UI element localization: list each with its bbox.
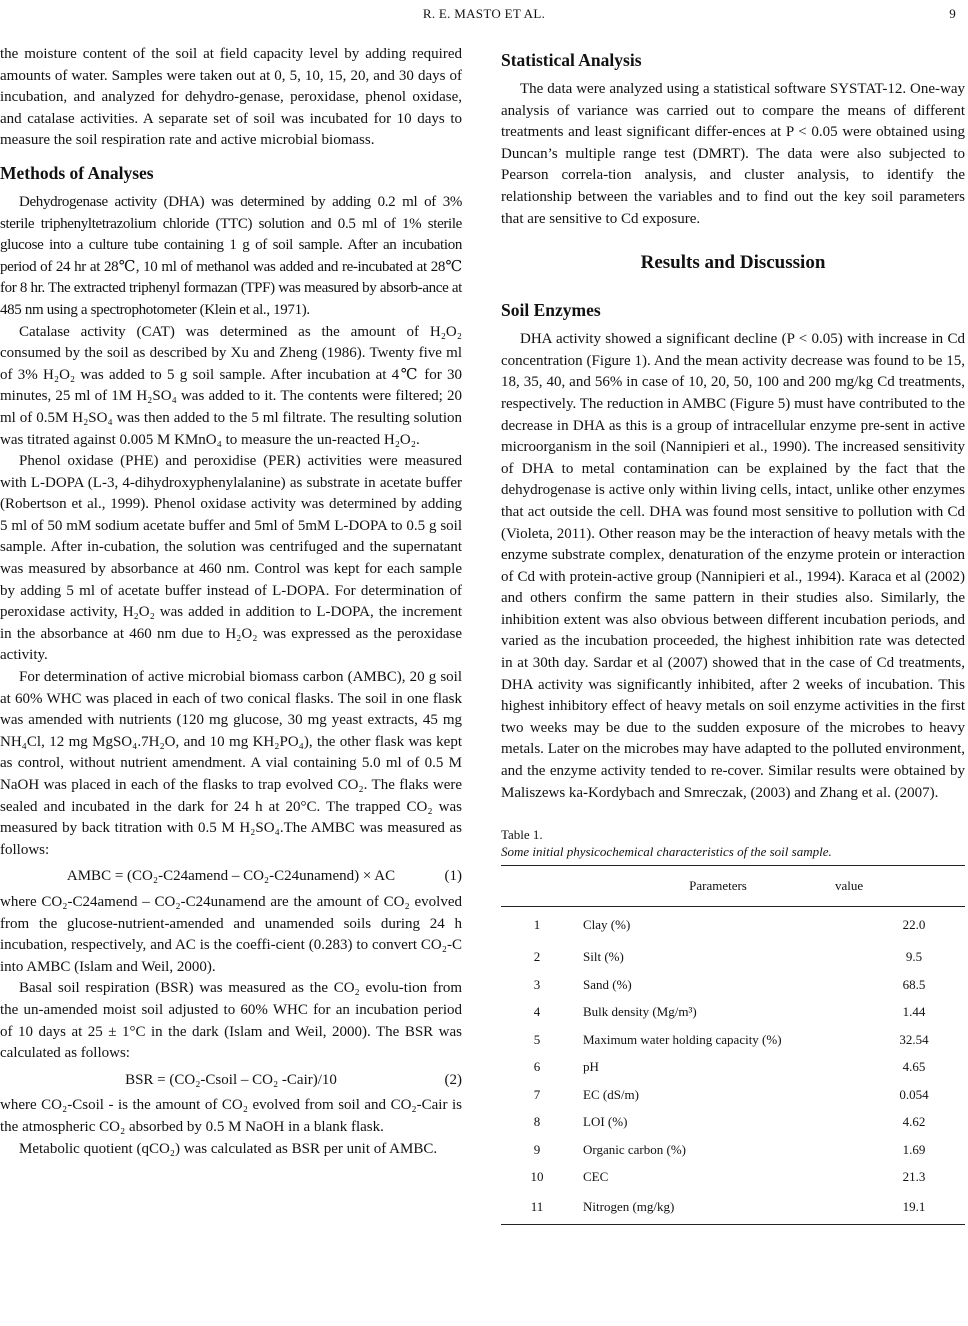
section-heading-statistics: Statistical Analysis	[501, 50, 642, 70]
row-number: 11	[501, 1191, 573, 1225]
table-header-row	[501, 866, 965, 907]
table-row	[501, 943, 965, 971]
paragraph-ambc: For determination of active microbial biomass carbon (AMBC), 20 g soil at 60% WHC was placed in each of two conical flasks. The soil in one flask was amended with nutrients (120 mg glucose, 30 mg yeast extracts, 45 mg NH₄Cl, 12 mg MgSO₄.7H₂O, and 10 mg KH₂PO₄), the other flask was kept as control, without nutrient amendment. A vial containing 5.0 ml of 0.5 M NaOH was placed in each of the flasks to trap evolved CO₂. The flaks were sealed and incubated in the dark for 24 h at 20°C. The trapped CO₂ was measured by back titration with 0.5 M H₂SO₄.The AMBC was measured as follows:	[0, 669, 462, 858]
table-row	[501, 1108, 965, 1136]
paragraph-bsr: Basal soil respiration (BSR) was measured as the CO₂ evolu-tion from the un-amended moist soil adjusted to 60% WHC for an incubation period of 10 days at 25 ± 1°C in the dark (Islam and Weil, 2000). The BSR was calculated as follows:	[0, 980, 462, 1062]
row-parameter: pH	[583, 1059, 599, 1075]
paragraph: the moisture content of the soil at field capacity level by adding required amounts of water. Samples were taken out at 0, 5, 10, 15, 20, and 30 days of incubation, and analyzed for dehydro-genase, peroxidase, phenol oxidase, and catalase activities. A separate set of soil was incubated for 10 days to measure the soil respiration rate and active microbial biomass.	[0, 46, 462, 149]
row-parameter: Maximum water holding capacity (%)	[583, 1031, 782, 1047]
row-value: 4.65	[902, 1059, 926, 1075]
table-row	[501, 1191, 965, 1225]
row-parameter: EC (dS/m)	[583, 1086, 639, 1102]
paragraph-catalase: Catalase activity (CAT) was determined as the amount of H₂O₂ consumed by the soil as described by Xu and Zheng (1986). Twenty five ml of 3% H₂O₂ was added to 5 g soil sample. After incubation at 4℃ for 30 minutes, 25 ml of 1M H₂SO₄ was added to it. The contents were filtered; 20 ml of 0.5M H₂SO₄ was then added to the 5 ml filtrate. The resulting solution was titrated against 0.005 M KMnO₄ to measure the un-reacted H₂O₂.	[0, 323, 462, 448]
table-title: Some initial physicochemical characteristics of the soil sample.	[501, 844, 832, 860]
equation-2	[0, 1070, 462, 1092]
row-value: 68.5	[902, 976, 926, 992]
row-number: 1	[533, 917, 541, 933]
row-value: 19.1	[834, 1191, 965, 1225]
paragraph-statistics: The data were analyzed using a statistical software SYSTAT-12. One-way analysis of variance was carried out to compare the means of different treatments and least significant differ-ences at P < 0.05 were obtained using Duncan’s multiple range test (DMRT). The data were also subjected to Pearson correla-tion analysis, and cluster analysis, to identify the relationship between the variables and to find out the key soil parameters that are sensitive to Cd exposure.	[501, 81, 965, 227]
table-row	[501, 971, 965, 999]
section-heading-results: Results and Discussion	[640, 252, 826, 274]
table-row	[501, 1053, 965, 1081]
page-number: 9	[949, 6, 956, 21]
table-header-parameters: Parameters	[573, 866, 834, 907]
equation-1-number: (1)	[444, 868, 462, 885]
row-number: 6	[533, 1059, 541, 1075]
paragraph-bsr-definition: where CO₂-Csoil - is the amount of CO₂ evolved from soil and CO₂-Cair is the atmospheric CO₂ absorbed by 0.5 M NaOH in a blank flask.	[0, 1097, 462, 1135]
row-number: 5	[533, 1031, 541, 1047]
row-number: 4	[533, 1004, 541, 1020]
row-number: 8	[533, 1114, 541, 1130]
row-value: 9.5	[905, 949, 923, 965]
page-header	[0, 6, 968, 26]
row-parameter: LOI (%)	[583, 1114, 628, 1130]
equation-2-number: (2)	[444, 1071, 462, 1088]
row-value: 32.54	[899, 1031, 929, 1047]
running-head: R. E. MASTO ET AL.	[422, 6, 546, 21]
equation-1	[0, 866, 462, 888]
section-heading-methods: Methods of Analyses	[0, 162, 154, 183]
section-heading-enzymes: Soil Enzymes	[501, 300, 601, 321]
row-number: 9	[533, 1141, 541, 1157]
soil-characteristics-table	[501, 865, 965, 1225]
row-number: 7	[533, 1086, 541, 1102]
table-caption: Table 1.	[501, 827, 543, 843]
table-header-value: value	[834, 866, 965, 907]
row-number: 10	[530, 1169, 544, 1185]
table-row	[501, 907, 965, 944]
paragraph-dha: Dehydrogenase activity (DHA) was determined by adding 0.2 ml of 3% sterile triphenyltetrazolium chloride (TTC) solution and 0.5 ml of 1% sterile glucose into a culture tube containing 1 g of soil sample. After an incubation period of 24 hr at 28℃, 10 ml of methanol was added and re-incubated at 28℃ for 8 hr. The extracted triphenyl formazan (TPF) was measured by absorb-ance at 485 nm using a spectrophotometer (Klein et al., 1971).	[0, 193, 462, 318]
left-column	[0, 44, 462, 1160]
table-row	[501, 1163, 965, 1191]
paragraph-enzymes: DHA activity showed a significant decline (P < 0.05) with increase in Cd concentration (Figure 1). And the mean activity decrease was found to be 15, 18, 35, 40, and 56% in case of 10, 20, 50, 100 and 200 mg/kg Cd treatments, respectively. The reduction in AMBC (Figure 5) must have contributed to the decrease in DHA as this is a group of intracellular enzyme pre-sent in active microorganism in the soil (Nannipieri et al., 1990). The increased sensitivity of DHA to metal contamination can be explained by the fact that the dehydrogenase is active only within living cells, intact, unlike other enzymes that act outside the cell. DHA was found most sensitive to pollution with Cd (Violeta, 2011). Other reason may be the interaction of heavy metals with the enzyme substrate complex, denaturation of the enzyme protein or interaction of Cd with protein-active group (Nannipieri et al., 1994). Karaca et al (2002) and others confirm the same pattern in their studies also. Similarly, the inhibition extent was also obvious between different incubation periods, and varied as the incubation proceeded, the highest inhibition rate was detected in at 30th day. Sardar et al (2007) showed that in the case of Cd treatments, DHA activity was significantly inhibited, after 2 weeks of incubation. This highest inhibitory effect of heavy metals on soil enzyme activities in the first two weeks may be due to the sudden exposure of the microbes to heavy metals. Later on the microbes may have adapted to the polluted environment, and the enzyme activity tended to re-cover. Similar results were obtained by Maliszews ka-Kordybach and Smreczak, (2003) and Zhang et al. (2007).	[501, 331, 965, 801]
paragraph-qco2: Metabolic quotient (qCO₂) was calculated as BSR per unit of AMBC.	[19, 1140, 438, 1157]
row-value: 4.62	[902, 1114, 926, 1130]
table-header-number	[501, 866, 573, 907]
row-value: 0.054	[899, 1086, 929, 1102]
row-number: 2	[533, 949, 541, 965]
row-parameter: Sand (%)	[583, 976, 632, 992]
row-number: 3	[533, 976, 541, 992]
paragraph-phenol-oxidase: Phenol oxidase (PHE) and peroxidise (PER) activities were measured with L-DOPA (L-3, 4-dihydroxyphenylalanine) as substrate in acetate buffer (Robertson et al., 1999). Phenol oxidase activity was determined by adding 5 ml of 50 mM sodium acetate buffer and 5ml of 5mM L-DOPA to 0.5 g soil sample. After in-cubation, the solution was centrifuged and the supernatant was measured by absorbance at 460 nm. Control was kept for each sample by adding 5 ml of acetate buffer instead of L-DOPA. For determination of peroxidase activity, H₂O₂ was added in addition to L-DOPA, the increment in the absorbance at 460 nm due to H₂O₂ was expressed as the peroxidase activity.	[0, 453, 462, 664]
row-parameter: Clay (%)	[583, 917, 631, 933]
row-value: 1.69	[902, 1141, 926, 1157]
row-parameter: Organic carbon (%)	[583, 1141, 686, 1157]
table-row	[501, 1136, 965, 1164]
row-parameter: CEC	[583, 1169, 609, 1185]
equation-1-formula: AMBC = (CO₂-C24amend – CO₂-C24unamend) × AC	[66, 868, 396, 885]
row-value: 21.3	[902, 1169, 926, 1185]
row-value: 22.0	[902, 917, 926, 933]
row-parameter: Nitrogen (mg/kg)	[573, 1191, 834, 1225]
row-value: 1.44	[902, 1004, 926, 1020]
equation-2-formula: BSR = (CO₂-Csoil – CO₂ -Cair)/10	[125, 1071, 337, 1088]
table-row	[501, 998, 965, 1026]
table-row	[501, 1026, 965, 1054]
table-row	[501, 1081, 965, 1109]
paragraph-ambc-definition: where CO₂-C24amend – CO₂-C24unamend are the amount of CO₂ evolved from the glucose-nutrient-amended and unamended soils during 24 h incubation, respectively, and AC is the coeffi-cient (0.283) to convert CO₂-C into AMBC (Islam and Weil, 2000).	[0, 893, 462, 975]
right-column	[501, 44, 965, 1225]
row-parameter: Silt (%)	[583, 949, 624, 965]
row-parameter: Bulk density (Mg/m³)	[583, 1004, 697, 1020]
